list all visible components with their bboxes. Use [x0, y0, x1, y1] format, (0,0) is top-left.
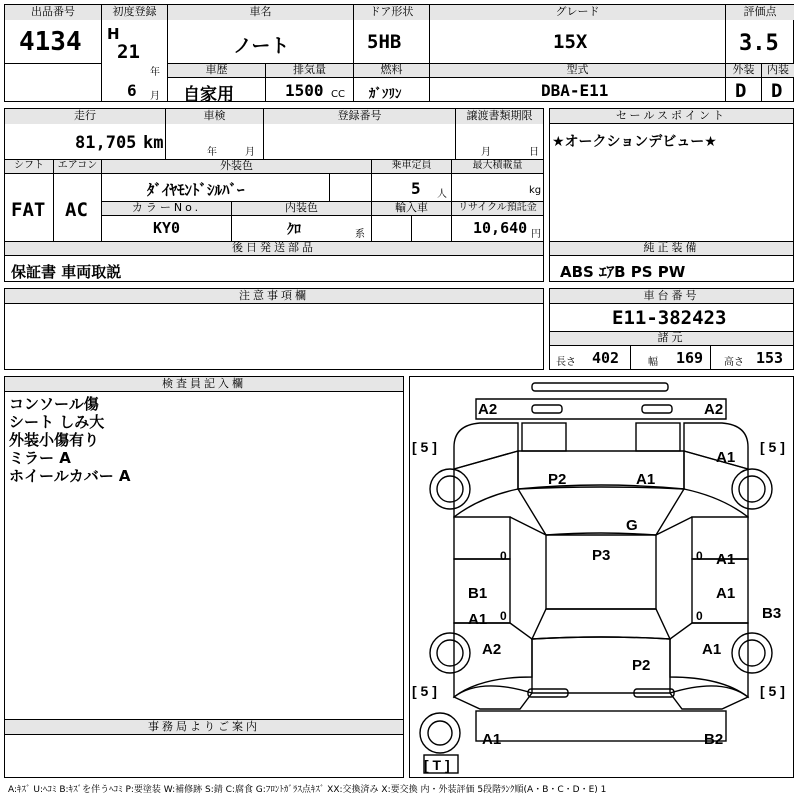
era: H — [107, 25, 120, 43]
recycle-label: リサイクル預託金 — [452, 202, 543, 215]
damage-rear-bumper-right: B2 — [704, 731, 724, 748]
chassis-label: 車台番号 — [550, 289, 793, 304]
width: 169 — [676, 349, 704, 367]
inspector-block — [4, 376, 404, 778]
mark-zero-left-2: 0 — [500, 609, 507, 623]
fuel-label: 燃料 — [354, 64, 429, 77]
spare-tire-mark: [ T ] — [424, 757, 450, 773]
damage-hood-left: P2 — [548, 471, 567, 488]
mark-zero-left: 0 — [500, 549, 507, 563]
mark-zero-right: 0 — [696, 549, 703, 563]
displacement-label: 排気量 — [266, 64, 353, 77]
fuel: ｶﾞｿﾘﾝ — [369, 87, 402, 102]
interior-color-label: 内装色 — [232, 202, 371, 215]
damage-right-door-front: A1 — [716, 551, 736, 568]
later-parts: 保証書 車両取説 — [11, 263, 122, 281]
damage-front-right: A2 — [704, 401, 724, 418]
reg-year-unit: 年 — [150, 67, 160, 78]
damage-hood-right: A1 — [636, 471, 656, 488]
capacity: 5 — [411, 179, 421, 198]
color-no-label: カラーNo. — [102, 202, 231, 215]
damage-left-b1: B1 — [468, 585, 488, 602]
inspector-line: コンソール傷 — [9, 395, 99, 413]
chassis-number: E11-382423 — [612, 307, 727, 329]
shift-label: シフト — [5, 160, 53, 173]
model: DBA-E11 — [541, 81, 609, 100]
office-label: 事務局よりご案内 — [5, 720, 403, 734]
reg-no-label: 登録番号 — [264, 109, 455, 124]
damage-right-rear-fender: A1 — [702, 641, 722, 658]
lot-no-label: 出品番号 — [5, 5, 101, 20]
aircon-label: エアコン — [54, 160, 101, 173]
import-label: 輸入車 — [372, 202, 451, 215]
inspector-line: 外装小傷有り — [9, 431, 100, 449]
transfer-label: 譲渡書類期限 — [456, 109, 543, 124]
length: 402 — [592, 349, 620, 367]
tire-front-right: [ 5 ] — [760, 439, 785, 455]
sales-point-block — [549, 108, 794, 282]
mark-zero-right-2: 0 — [696, 609, 703, 623]
notes-block — [4, 288, 544, 370]
grade-label: グレード — [430, 5, 725, 20]
recycle-unit: 円 — [531, 229, 541, 240]
damage-left-a1: A1 — [468, 611, 488, 628]
damage-right-b3: B3 — [762, 605, 782, 622]
aircon: AC — [65, 199, 88, 221]
transfer-day-unit: 日 — [529, 147, 539, 158]
damage-right-front-fender: A1 — [716, 449, 736, 466]
car-name: ノート — [233, 35, 290, 57]
history: 自家用 — [183, 85, 234, 105]
door-label: ドア形状 — [354, 5, 429, 20]
tire-front-left: [ 5 ] — [412, 439, 437, 455]
displacement: 1500 — [285, 81, 324, 100]
height-label: 高さ — [724, 357, 744, 368]
damage-rear-bumper-left: A1 — [482, 731, 502, 748]
inspector-line: ミラー A — [9, 449, 71, 467]
sales-point-text: ★オークションデビュー★ — [552, 134, 717, 150]
damage-roof: P3 — [592, 547, 611, 564]
car-outline — [410, 377, 793, 777]
damage-right-door-rear: A1 — [716, 585, 736, 602]
car-diagram — [409, 376, 794, 778]
inspector-label: 検査員記入欄 — [5, 377, 403, 392]
reg-month: 6 — [127, 81, 137, 100]
load-label: 最大積載量 — [452, 160, 543, 173]
equipment-label: 純正装備 — [550, 242, 793, 255]
header-block — [4, 4, 794, 105]
exterior-color: ﾀﾞｲﾔﾓﾝﾄﾞｼﾙﾊﾞｰ — [147, 181, 245, 199]
height: 153 — [756, 349, 784, 367]
damage-front-left: A2 — [478, 401, 498, 418]
mileage: 81,705 — [75, 133, 137, 153]
capacity-unit: 人 — [437, 189, 447, 200]
color-label: 外装色 — [102, 160, 371, 173]
car-name-label: 車名 — [168, 5, 353, 20]
transfer-month-unit: 月 — [481, 147, 491, 158]
details-block — [4, 108, 544, 282]
grade: 15X — [553, 31, 588, 53]
capacity-label: 乗車定員 — [372, 160, 451, 173]
chassis-block — [549, 288, 794, 370]
mileage-unit: km — [143, 133, 164, 153]
history-label: 車歴 — [168, 64, 265, 77]
displacement-unit: CC — [331, 89, 345, 100]
damage-trunk: P2 — [632, 657, 651, 674]
mileage-label: 走行 — [5, 109, 165, 124]
exterior-label: 外装 — [726, 64, 761, 77]
damage-left-rear-fender: A2 — [482, 641, 502, 658]
interior-color: ｸﾛ — [287, 222, 301, 238]
score-label: 評価点 — [726, 5, 794, 20]
later-parts-label: 後日発送部品 — [5, 242, 543, 255]
notes-label: 注意事項欄 — [5, 289, 543, 304]
load-unit: kg — [529, 185, 542, 196]
inspection-label: 車検 — [166, 109, 263, 124]
reg-month-unit: 月 — [150, 91, 160, 102]
lot-no: 4134 — [19, 27, 82, 57]
inspector-line: シート しみ大 — [9, 413, 105, 431]
length-label: 長さ — [556, 357, 576, 368]
tire-rear-left: [ 5 ] — [412, 683, 437, 699]
reg-year: 21 — [117, 41, 140, 63]
width-label: 幅 — [648, 357, 658, 368]
sales-point-label: セールスポイント — [550, 109, 793, 124]
model-label: 型式 — [430, 64, 725, 77]
inspection-month-unit: 月 — [245, 147, 255, 158]
inspection-year-unit: 年 — [207, 147, 217, 158]
inspector-line: ホイールカバー A — [9, 467, 131, 485]
tire-rear-right: [ 5 ] — [760, 683, 785, 699]
equipment-text: ABS ｴｱB PS PW — [560, 263, 686, 281]
shift: FAT — [11, 199, 46, 221]
specs-label: 諸元 — [550, 332, 793, 345]
recycle-fee: 10,640 — [473, 219, 528, 237]
inspector-lines — [9, 395, 131, 485]
score: 3.5 — [739, 31, 779, 56]
interior-grade: D — [771, 80, 783, 102]
color-no: KY0 — [153, 219, 181, 237]
damage-windshield: G — [626, 517, 638, 534]
interior-color-unit: 系 — [355, 229, 365, 240]
exterior-grade: D — [735, 80, 747, 102]
door-type: 5HB — [367, 31, 402, 53]
interior-label: 内装 — [762, 64, 794, 77]
first-reg-label: 初度登録 — [102, 5, 167, 20]
damage-legend: A:ｷｽﾞ U:ﾍｺﾐ B:ｷｽﾞを伴うﾍｺﾐ P:要塗装 W:補修跡 S:錆 C:腐食 G:ﾌﾛﾝﾄｶﾞﾗｽ点ｷｽﾞ XX:交換済み X:要交換 内・外装評価 5段階ﾗﾝｸ順(A・B・C・D・E) 1 — [8, 785, 607, 795]
